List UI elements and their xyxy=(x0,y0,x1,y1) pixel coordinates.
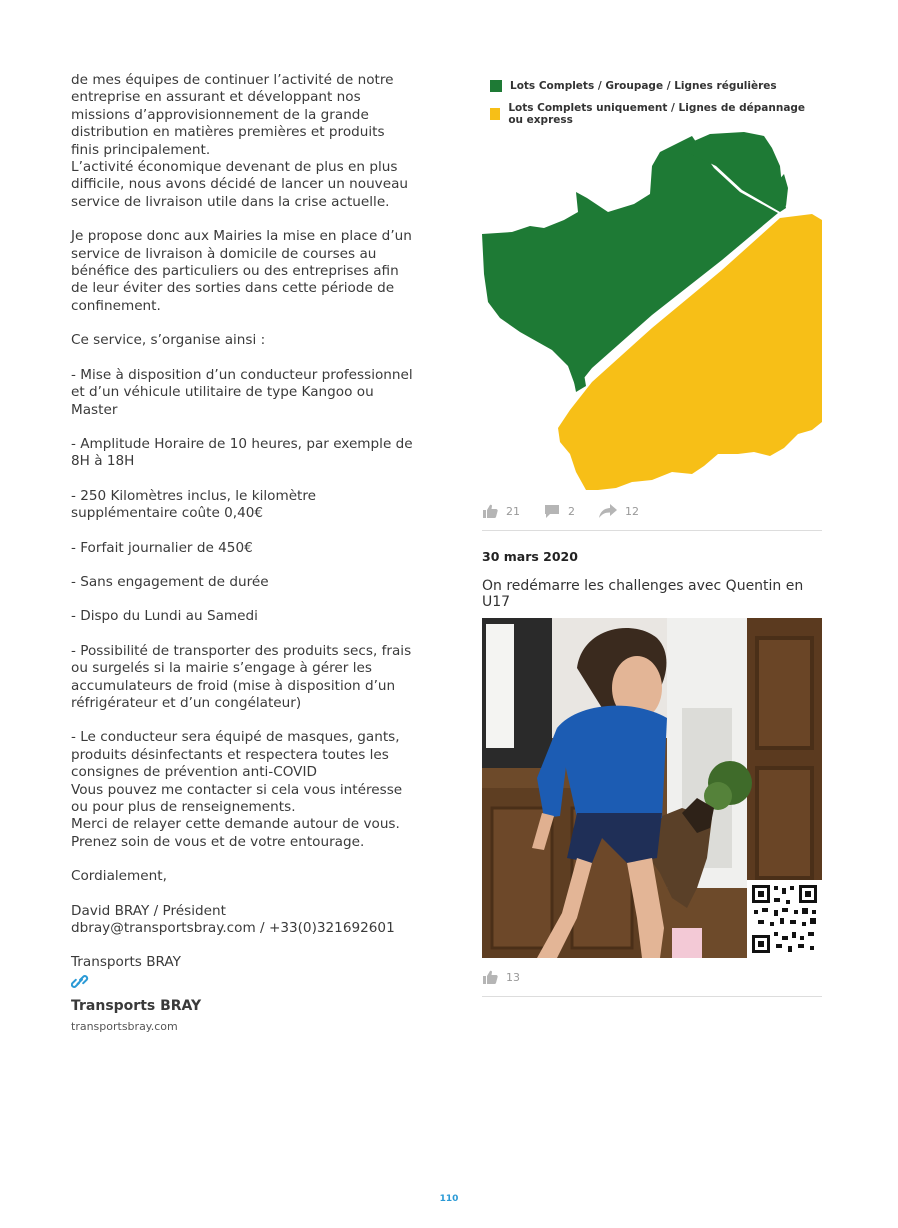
post-date: 30 mars 2020 xyxy=(482,549,578,564)
text-line: distribution en matières premières et produits xyxy=(71,124,385,141)
text-line: Ce service, s’organise ainsi : xyxy=(71,332,266,349)
link-url[interactable]: transportsbray.com xyxy=(71,1019,178,1033)
text-line: ou surgelés si la mairie s’engage à gérer les xyxy=(71,660,372,677)
posts-column xyxy=(482,70,822,997)
text-line: Merci de relayer cette demande autour de vous. xyxy=(71,816,400,833)
paragraph xyxy=(71,954,416,971)
text-line: entreprise en assurant et développant nos xyxy=(71,89,361,106)
paragraph xyxy=(71,729,416,851)
text-line: finis principalement. xyxy=(71,141,211,158)
text-line: Je propose donc aux Mairies la mise en place d’un xyxy=(71,228,412,245)
text-line: Cordialement, xyxy=(71,868,167,885)
text-line: - 250 Kilomètres inclus, le kilomètre xyxy=(71,487,317,504)
text-line: - Possibilité de transporter des produits secs, frais xyxy=(71,642,412,659)
text-line: réfrigérateur et d’un congélateur) xyxy=(71,694,302,711)
paragraph xyxy=(71,643,416,713)
legend-label: Lots Complets uniquement / Lignes de dépannage ou express xyxy=(508,102,806,126)
text-line: de mes équipes de continuer l’activité de notre xyxy=(71,72,394,88)
link-title[interactable]: Transports BRAY xyxy=(71,997,202,1014)
text-line: Vous pouvez me contacter si cela vous intéresse xyxy=(71,781,403,798)
text-line: - Le conducteur sera équipé de masques, gants, xyxy=(71,729,400,746)
text-line: - Mise à disposition d’un conducteur professionnel xyxy=(71,366,413,383)
paragraph xyxy=(71,436,416,471)
text-line: David BRAY / Président xyxy=(71,902,226,919)
text-line: 8H à 18H xyxy=(71,453,135,470)
text-line: - Sans engagement de durée xyxy=(71,573,269,590)
text-line: Transports BRAY xyxy=(71,954,181,971)
paragraph xyxy=(71,367,416,419)
photo-illustration xyxy=(482,618,822,958)
text-line: missions d’approvisionnement de la grande xyxy=(71,106,369,123)
page-number: 110 xyxy=(439,1194,459,1204)
text-line: difficile, nous avons décidé de lancer un nouveau xyxy=(71,176,409,193)
post-text: On redémarre les challenges avec Quentin en U17 xyxy=(482,578,804,610)
thumbs-up-icon xyxy=(482,504,498,518)
share-count: 12 xyxy=(625,504,639,518)
text-line: service de livraison utile dans la crise actuelle. xyxy=(71,193,390,210)
comment-icon xyxy=(544,504,560,518)
post-photo[interactable] xyxy=(482,618,822,958)
share-button[interactable] xyxy=(599,504,639,518)
text-line: - Amplitude Horaire de 10 heures, par exemple de xyxy=(71,435,413,452)
paragraph xyxy=(71,228,416,315)
text-line: accumulateurs de froid (mise à disposition d’un xyxy=(71,677,396,694)
text-line: consignes de prévention anti-COVID xyxy=(71,764,317,781)
share-icon xyxy=(599,504,617,518)
paragraph xyxy=(71,608,416,625)
text-line: et d’un véhicule utilitaire de type Kangoo ou xyxy=(71,384,374,401)
text-line: ou pour plus de renseignements. xyxy=(71,799,296,815)
paragraph xyxy=(71,574,416,591)
text-line: Prenez soin de vous et de votre entourage. xyxy=(71,833,365,850)
text-line: bénéfice des particuliers ou des entreprises afin xyxy=(71,263,399,280)
photo-post-reactions xyxy=(482,958,822,997)
link-icon[interactable] xyxy=(71,974,89,990)
text-line: confinement. xyxy=(71,297,161,314)
like-count: 21 xyxy=(506,504,520,518)
map-post-reactions xyxy=(482,492,822,531)
text-line: - Dispo du Lundi au Samedi xyxy=(71,608,258,625)
text-line: service de livraison à domicile de courses au xyxy=(71,245,377,262)
text-line: dbray@transportsbray.com / +33(0)321692601 xyxy=(71,920,395,937)
text-line: de leur éviter des sorties dans cette période de xyxy=(71,280,395,297)
like-count: 13 xyxy=(506,970,520,984)
coverage-map xyxy=(482,70,822,492)
text-line: - Forfait journalier de 450€ xyxy=(71,539,253,556)
paragraph xyxy=(71,332,416,349)
text-line: L’activité économique devenant de plus en plus xyxy=(71,159,398,176)
paragraph xyxy=(71,72,416,211)
text-line: supplémentaire coûte 0,40€ xyxy=(71,505,264,522)
comment-count: 2 xyxy=(568,504,575,518)
paragraph xyxy=(71,540,416,557)
text-line: produits désinfectants et respectera toutes les xyxy=(71,746,389,763)
like-button[interactable] xyxy=(482,970,520,984)
letter-column xyxy=(71,72,416,1033)
paragraph xyxy=(71,488,416,523)
text-line: Master xyxy=(71,401,118,418)
thumbs-up-icon xyxy=(482,970,498,984)
comment-button[interactable] xyxy=(544,504,575,518)
legend-label: Lots Complets / Groupage / Lignes régulières xyxy=(510,80,777,92)
france-map xyxy=(482,70,822,492)
paragraph xyxy=(71,868,416,885)
like-button[interactable] xyxy=(482,504,520,518)
paragraph xyxy=(71,903,416,938)
